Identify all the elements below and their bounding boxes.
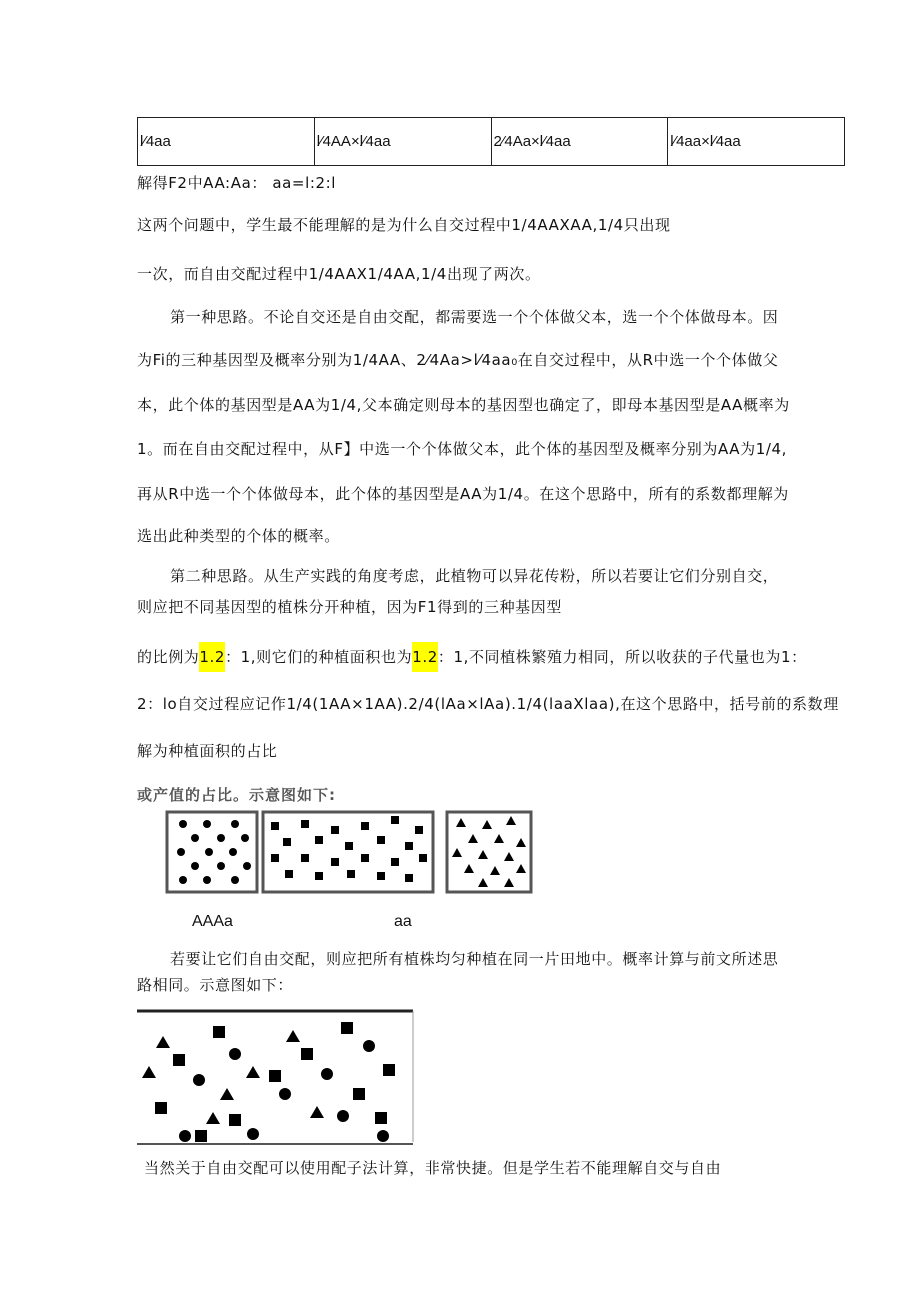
separate-planting-figure — [165, 808, 535, 896]
table-cell: l⁄4aa×l⁄4aa — [668, 118, 845, 166]
paragraph-2-line-1: 第二种思路。从生产实践的角度考虑，此植物可以异花传粉，所以若要让它们分别自交， — [170, 567, 779, 585]
paragraph-2-line-2: 则应把不同基因型的植株分开种植，因为F1得到的三种基因型 — [137, 598, 562, 616]
paragraph-3-line-2: 路相同。示意图如下： — [137, 976, 294, 994]
mixed-plants — [142, 1022, 395, 1142]
text-span: ：1,则它们的种植面积也为 — [225, 648, 413, 666]
question-line-1: 这两个问题中，学生最不能理解的是为什么自交过程中1/4AAXAA,1/4只出现 — [137, 216, 671, 234]
figure-label-aa-recessive: aa — [394, 913, 412, 930]
paragraph-1-line-6: 选出此种类型的个体的概率。 — [137, 527, 340, 545]
question-line-2: 一次，而自由交配过程中1/4AAX1/4AA,1/4出现了两次。 — [137, 265, 541, 283]
paragraph-2-line-3 — [137, 646, 807, 667]
paragraph-1-line-2: 为Fi的三种基因型及概率分别为1/4AA、2⁄4Aa>l⁄4aa₀在自交过程中，从R中选一个个体做父 — [137, 351, 779, 369]
text-span: ：1,不同植株繁殖力相同，所以收获的子代量也为1： — [437, 648, 807, 666]
highlighted-ratio: 1.2 — [199, 642, 225, 672]
paragraph-2-line-6: 或产值的占比。示意图如下: — [137, 786, 336, 804]
paragraph-1-line-1: 第一种思路。不论自交还是自由交配，都需要选一个个体做父本，选一个个体做母本。因 — [170, 308, 779, 326]
figure-label-aa-aa: AAAa — [192, 913, 233, 930]
table-cell: l⁄4AA×l⁄4aa — [314, 118, 491, 166]
table-cell: l⁄4aa — [138, 118, 315, 166]
paragraph-1-line-3: 本，此个体的基因型是AA为1/4,父本确定则母本的基因型也确定了，即母本基因型是AA概率为 — [137, 396, 790, 414]
paragraph-2-line-4: 2：lo自交过程应记作1/4(1AA×1AA).2/4(lAa×lAa).1/4(laaXlaa),在这个思路中，括号前的系数理 — [137, 695, 839, 713]
table-row — [138, 118, 845, 166]
paragraph-2-line-5: 解为种植面积的占比 — [137, 742, 278, 760]
genotype-table — [137, 117, 845, 166]
text-span: 的比例为 — [137, 648, 200, 666]
paragraph-1-line-5: 再从R中选一个个体做母本，此个体的基因型是AA为1/4。在这个思路中，所有的系数都理解为 — [137, 485, 789, 503]
highlighted-ratio: 1.2 — [412, 642, 438, 672]
result-line: 解得F2中AA:Aa： aa=l:2:l — [137, 174, 337, 192]
paragraph-3-line-1: 若要让它们自由交配，则应把所有植株均匀种植在同一片田地中。概率计算与前文所述思 — [170, 950, 779, 968]
table-cell: 2⁄4Aa×l⁄4aa — [491, 118, 668, 166]
paragraph-1-line-4: 1。而在自由交配过程中，从F】中选一个个体做父本，此个体的基因型及概率分别为AA为1/4, — [137, 440, 788, 458]
paragraph-4-line-1: 当然关于自由交配可以使用配子法计算，非常快捷。但是学生若不能理解自交与自由 — [144, 1159, 722, 1177]
mixed-planting-figure — [137, 1008, 417, 1148]
